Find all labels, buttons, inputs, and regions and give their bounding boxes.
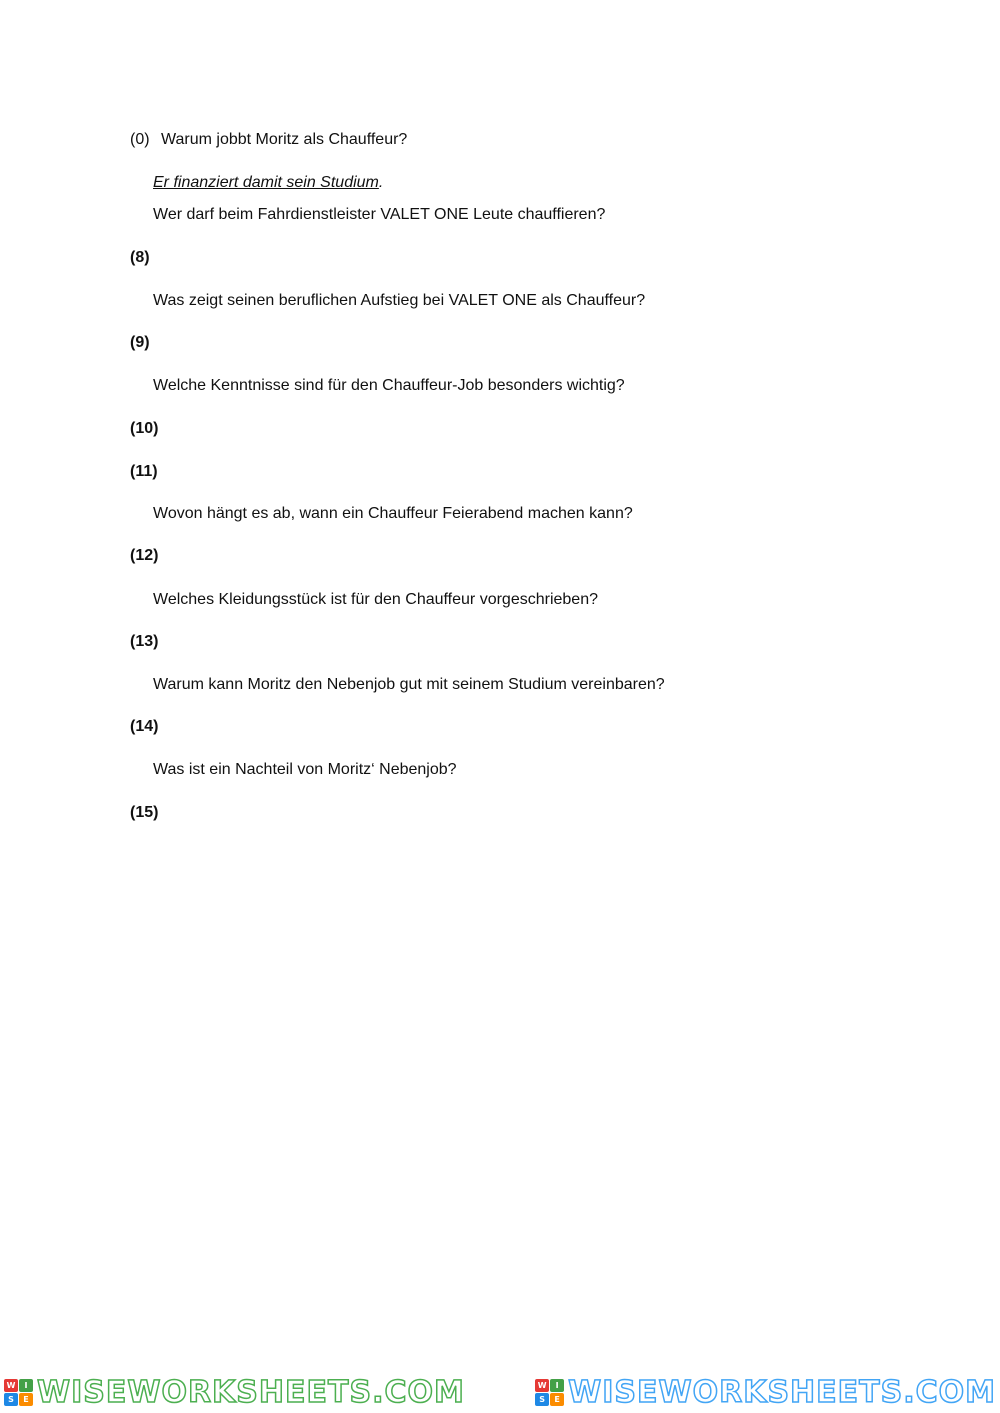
question-career-advancement: Was zeigt seinen beruflichen Aufstieg bei VALET ONE als Chauffeur? [153, 292, 646, 309]
answer-label-8: (8) [130, 249, 150, 266]
answer-label-9: (9) [130, 334, 150, 351]
question-driver-eligibility: Wer darf beim Fahrdienstleister VALET ONE Leute chauffieren? [153, 206, 606, 223]
footer-watermark [0, 1372, 1000, 1413]
example-number: (0) [130, 131, 150, 148]
watermark-text: WISEWORKSHEETS.COM [568, 1374, 996, 1410]
question-study-compatibility: Warum kann Moritz den Nebenjob gut mit seinem Studium vereinbaren? [153, 676, 665, 693]
example-answer-text: Er finanziert damit sein Studium [153, 174, 379, 191]
answer-label-14: (14) [130, 718, 159, 735]
question-disadvantage: Was ist ein Nachteil von Moritz‘ Nebenjob? [153, 761, 457, 778]
example-answer [153, 173, 383, 193]
question-end-of-shift: Wovon hängt es ab, wann ein Chauffeur Feierabend machen kann? [153, 505, 633, 522]
answer-label-13: (13) [130, 633, 159, 650]
watermark-brand-left [4, 1374, 465, 1410]
wise-logo-icon: W I S E [535, 1379, 564, 1406]
watermark-text: WISEWORKSHEETS.COM [37, 1374, 465, 1410]
wise-logo-icon: W I S E [4, 1379, 33, 1406]
watermark-brand-right [535, 1374, 996, 1410]
example-question [130, 130, 407, 150]
question-dress-code: Welches Kleidungsstück ist für den Chauffeur vorgeschrieben? [153, 591, 598, 608]
answer-label-12: (12) [130, 547, 159, 564]
answer-label-15: (15) [130, 804, 159, 821]
example-question-text: Warum jobbt Moritz als Chauffeur? [161, 131, 408, 148]
answer-label-10: (10) [130, 420, 159, 437]
example-answer-punct: . [378, 174, 384, 191]
answer-label-11: (11) [130, 463, 158, 480]
question-required-knowledge: Welche Kenntnisse sind für den Chauffeur-Job besonders wichtig? [153, 377, 625, 394]
